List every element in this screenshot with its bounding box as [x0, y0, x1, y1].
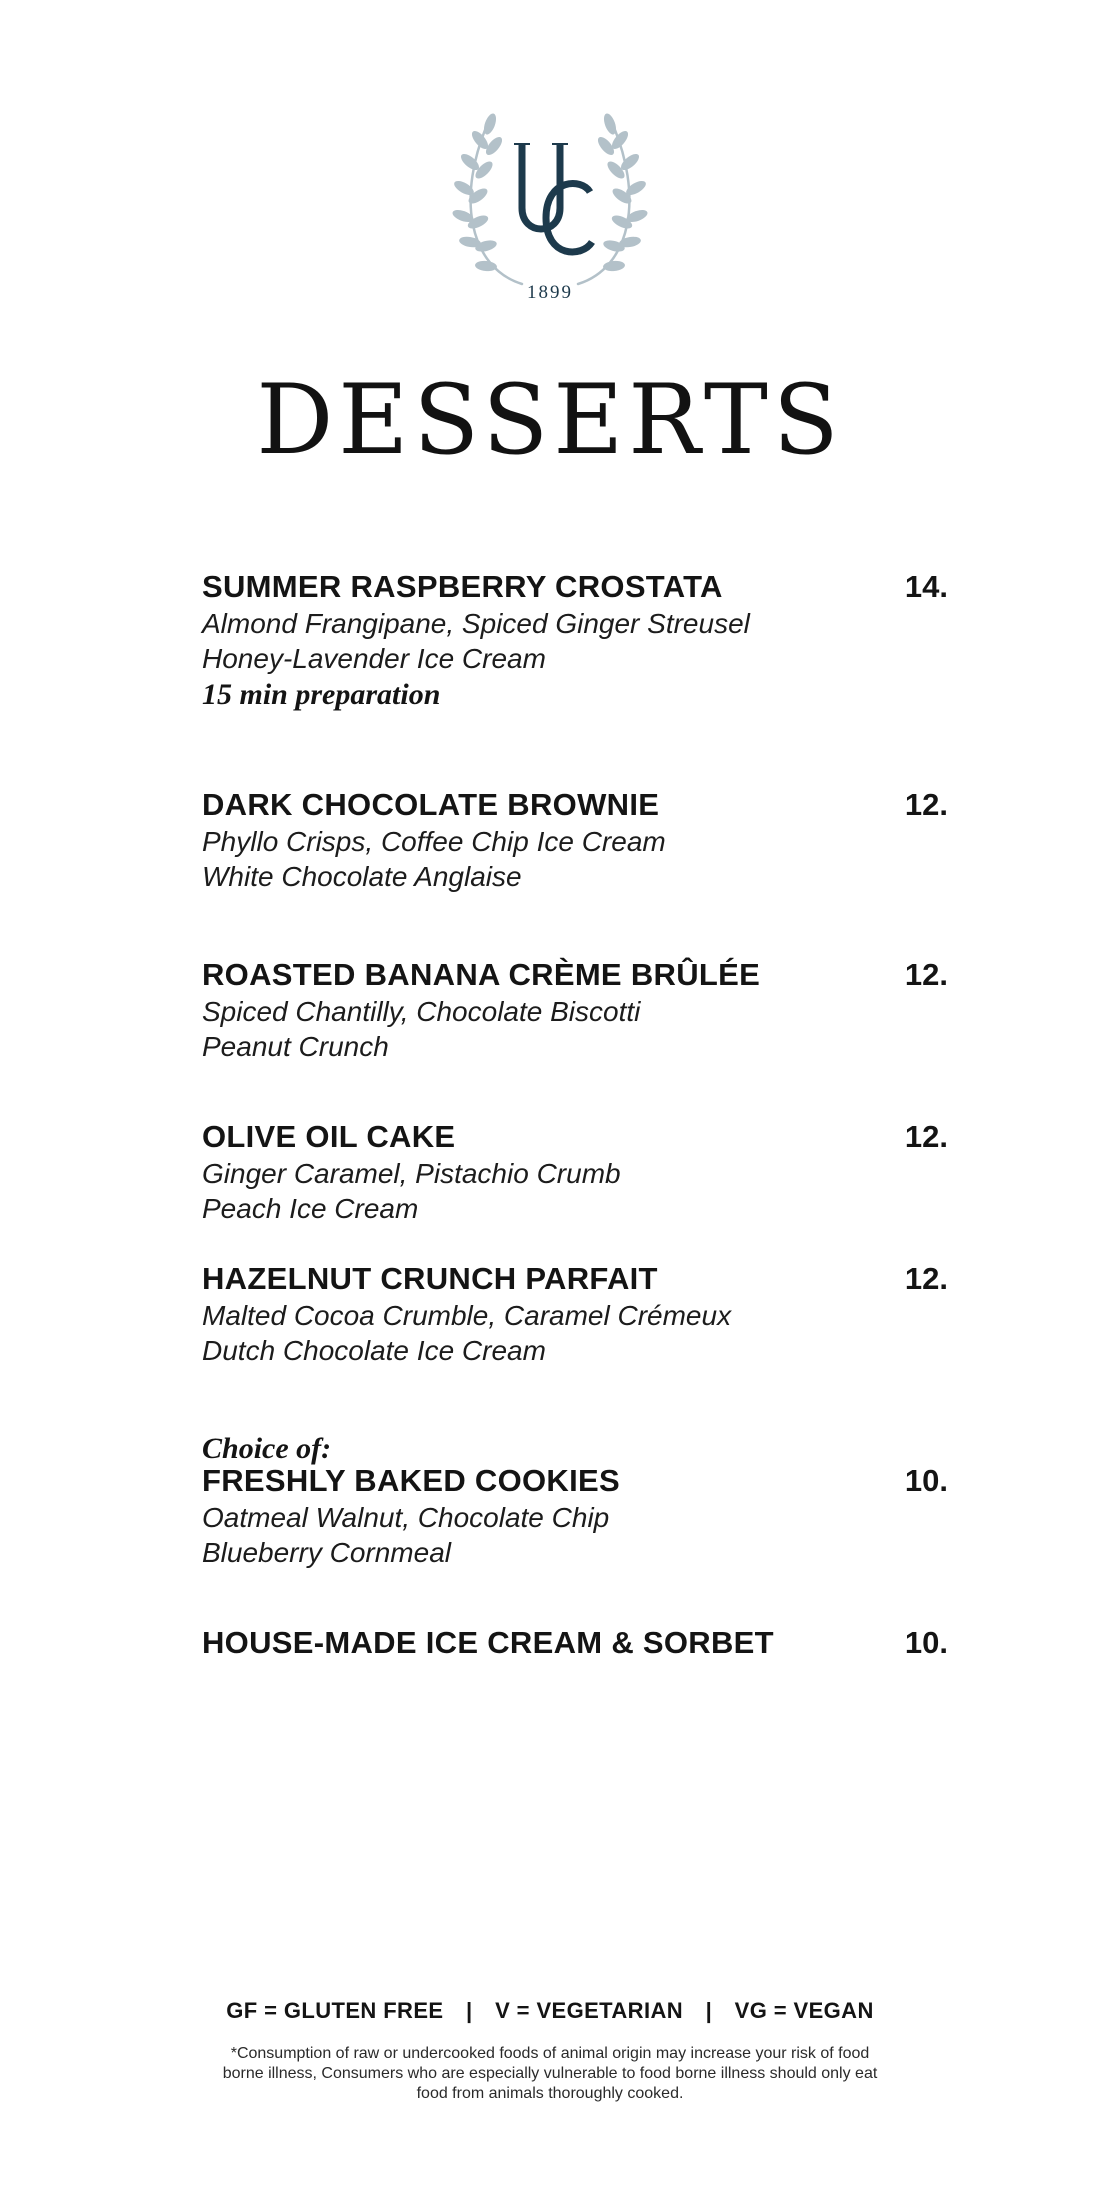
- menu-item: [202, 1118, 958, 1226]
- menu-item: [202, 786, 958, 894]
- item-description: Phyllo Crisps, Coffee Chip Ice Cream: [202, 826, 666, 857]
- health-disclaimer: *Consumption of raw or undercooked foods of animal origin may increase your risk of food borne illness, Consumers who are especially vulnerable to food borne illness should only eat food from animals thoroughly cooked.: [222, 2045, 878, 2102]
- item-description: Spiced Chantilly, Chocolate Biscotti: [202, 996, 641, 1027]
- item-name: OLIVE OIL CAKE: [202, 1119, 456, 1154]
- logo-crest: [450, 108, 650, 304]
- menu-item: [202, 1462, 958, 1570]
- item-name: ROASTED BANANA CRÈME BRÛLÉE: [202, 957, 761, 992]
- menu-item: [202, 956, 958, 1064]
- menu-item: [202, 568, 958, 714]
- legend-separator: |: [466, 1998, 473, 2023]
- item-description: Malted Cocoa Crumble, Caramel Crémeux: [202, 1300, 732, 1331]
- item-price: 12.: [904, 957, 948, 992]
- item-name: SUMMER RASPBERRY CROSTATA: [202, 569, 723, 604]
- legend-gluten-free: GF = GLUTEN FREE: [226, 1998, 444, 2023]
- item-name: FRESHLY BAKED COOKIES: [202, 1463, 620, 1498]
- item-description: Peanut Crunch: [202, 1031, 389, 1062]
- menu-item: [202, 1260, 958, 1368]
- item-price: 12.: [904, 1119, 948, 1154]
- item-name: DARK CHOCOLATE BROWNIE: [202, 787, 660, 822]
- legend-vegan: VG = VEGAN: [734, 1998, 874, 2023]
- page-title: DESSERTS: [256, 364, 844, 476]
- item-price: 14.: [904, 569, 948, 604]
- legend-separator: |: [705, 1998, 713, 2023]
- item-price: 12.: [904, 787, 948, 822]
- item-name: HAZELNUT CRUNCH PARFAIT: [202, 1261, 658, 1296]
- logo-year: 1899: [527, 282, 573, 303]
- item-description: White Chocolate Anglaise: [202, 861, 522, 892]
- item-name: HOUSE-MADE ICE CREAM & SORBET: [202, 1625, 774, 1660]
- item-description: Almond Frangipane, Spiced Ginger Streusel: [202, 608, 750, 639]
- item-description: Oatmeal Walnut, Chocolate Chip: [202, 1502, 610, 1533]
- item-price: 10.: [904, 1625, 948, 1660]
- item-description: Peach Ice Cream: [202, 1193, 419, 1224]
- menu-item: [202, 1624, 958, 1662]
- item-price: 10.: [904, 1463, 948, 1498]
- item-description: Ginger Caramel, Pistachio Crumb: [202, 1158, 621, 1189]
- item-description: Honey-Lavender Ice Cream: [202, 643, 546, 674]
- choice-label: Choice of:: [202, 1432, 332, 1465]
- item-prep-note: 15 min preparation: [202, 678, 441, 711]
- item-price: 12.: [904, 1261, 948, 1296]
- laurel-wreath-icon: [450, 108, 650, 304]
- legend-vegetarian: V = VEGETARIAN: [495, 1998, 684, 2023]
- item-description: Blueberry Cornmeal: [202, 1537, 451, 1568]
- item-description: Dutch Chocolate Ice Cream: [202, 1335, 546, 1366]
- dietary-legend: [0, 1998, 1100, 2024]
